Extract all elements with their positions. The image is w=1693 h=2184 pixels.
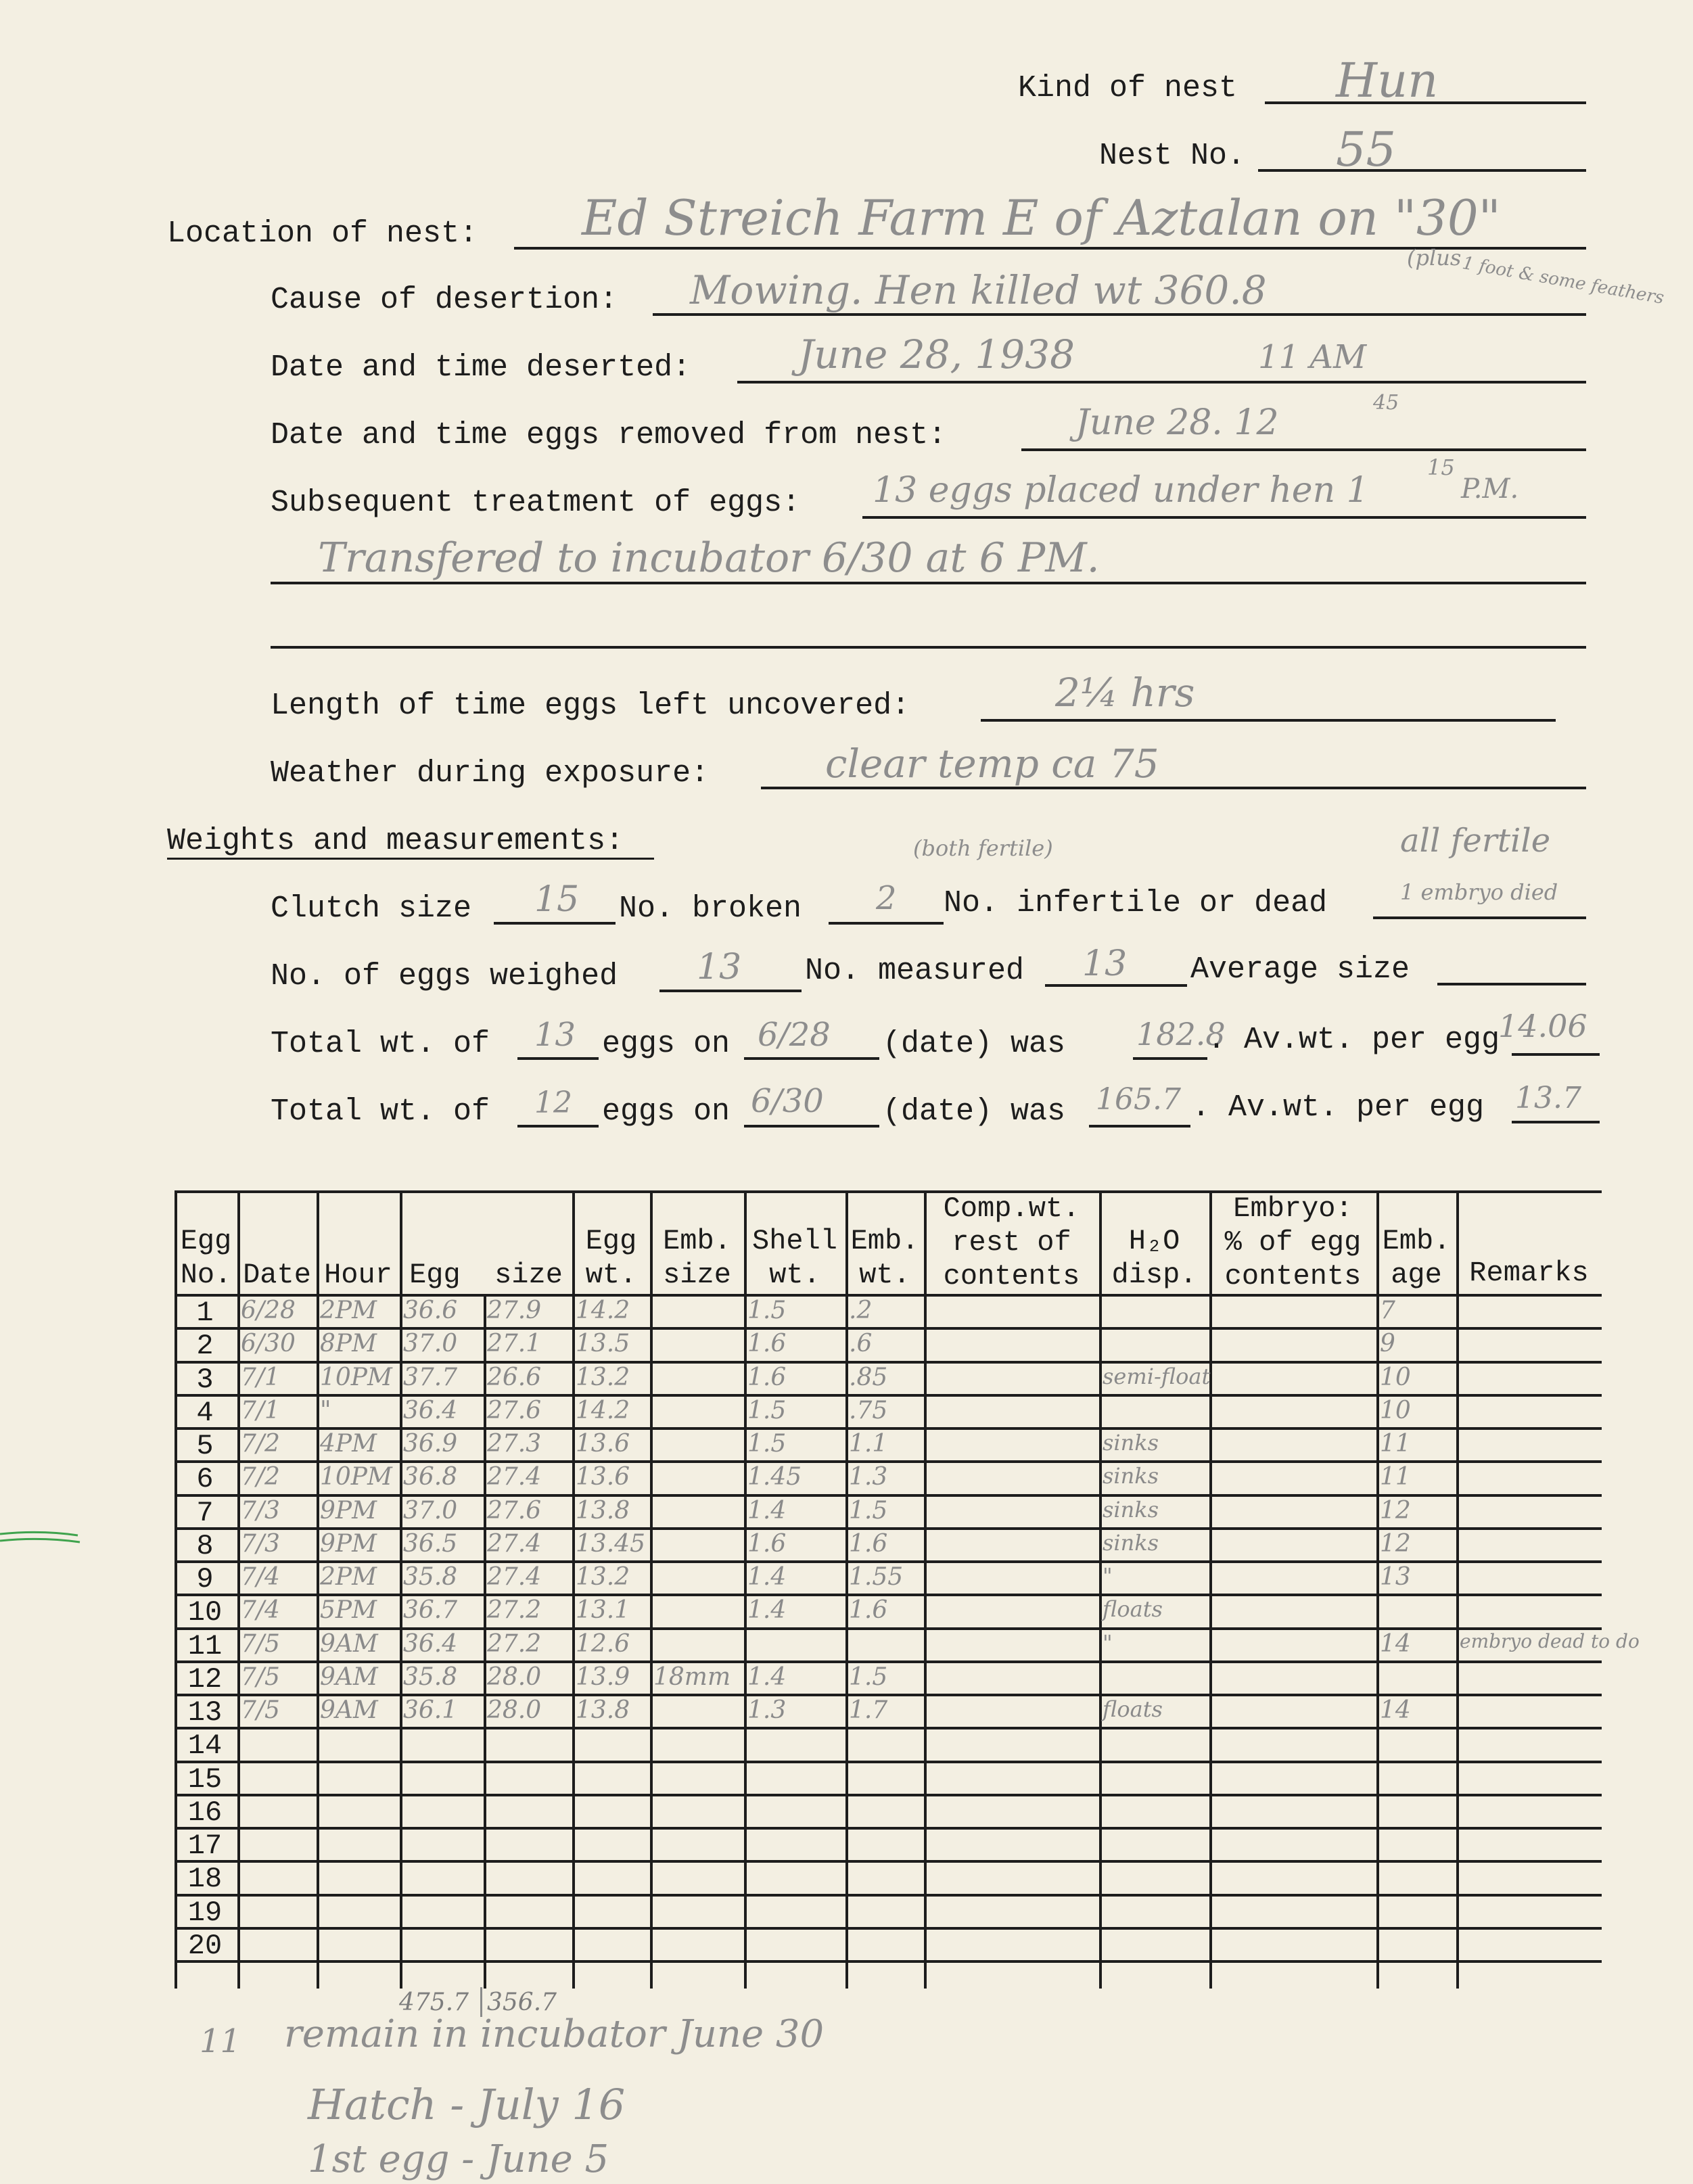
- cell-date[interactable]: 7/2: [241, 1430, 280, 1458]
- row-number: 10: [187, 1596, 223, 1629]
- cell-date[interactable]: 7/4: [241, 1596, 280, 1625]
- cell-date[interactable]: 7/3: [241, 1529, 280, 1558]
- date-deserted-line: [737, 381, 1586, 384]
- cell-hour[interactable]: 9PM: [320, 1529, 377, 1558]
- cell-wid[interactable]: 27.4: [487, 1529, 542, 1558]
- row-number: 12: [187, 1663, 223, 1696]
- cell-wt[interactable]: 13.9: [576, 1663, 630, 1691]
- cell-wt[interactable]: 13.8: [576, 1496, 630, 1525]
- cell-wid[interactable]: 27.2: [487, 1629, 542, 1658]
- table-row-rule: [175, 1960, 1602, 1963]
- cell-len[interactable]: 36.1: [403, 1696, 458, 1724]
- table-vrule: [572, 1190, 575, 1989]
- header-hour: Hour: [324, 1259, 392, 1291]
- total1-avg-label: . Av.wt. per egg: [1207, 1023, 1500, 1057]
- cell-len[interactable]: 37.0: [403, 1330, 458, 1358]
- cell-len[interactable]: 36.9: [403, 1430, 458, 1458]
- cell-emb-size[interactable]: 18mm: [653, 1663, 731, 1691]
- table-row-rule: [175, 1827, 1602, 1830]
- total2-avg-line: [1512, 1121, 1600, 1123]
- total1-date-was: (date) was: [883, 1027, 1066, 1061]
- cell-wt[interactable]: 12.6: [576, 1629, 630, 1658]
- cell-wid[interactable]: 27.6: [487, 1396, 542, 1424]
- row-number: 13: [187, 1696, 223, 1729]
- cause-note-side: 1 foot & some feathers: [1460, 253, 1666, 308]
- date-deserted-value[interactable]: June 28, 1938: [798, 331, 1075, 377]
- treatment-sup: 15: [1427, 455, 1455, 480]
- note-line1-number: 11: [200, 2022, 241, 2060]
- treatment-line-1: [862, 516, 1586, 519]
- cell-shell[interactable]: 1.6: [747, 1529, 787, 1558]
- cell-wid[interactable]: 27.9: [487, 1297, 542, 1324]
- header-remarks: Remarks: [1469, 1257, 1589, 1289]
- date-removed-value[interactable]: June 28. 12: [1075, 402, 1279, 443]
- kind-of-nest-label: Kind of nest: [1018, 71, 1238, 106]
- cell-wt[interactable]: 13.6: [576, 1430, 630, 1458]
- total2-avg-label: . Av.wt. per egg: [1192, 1090, 1485, 1125]
- table-row-rule: [175, 1860, 1602, 1863]
- cause-label: Cause of desertion:: [271, 283, 618, 317]
- cell-len[interactable]: 35.8: [403, 1563, 458, 1591]
- cell-wid[interactable]: 27.3: [487, 1430, 542, 1458]
- clutch-label: Clutch size: [271, 891, 472, 926]
- total2-avg[interactable]: 13.7: [1515, 1081, 1581, 1115]
- total1-wt-line: [1133, 1057, 1207, 1060]
- cell-hour[interactable]: 2PM: [320, 1563, 377, 1591]
- table-row-rule: [175, 1927, 1602, 1930]
- row-number: 20: [187, 1929, 223, 1962]
- cell-date[interactable]: 6/28: [241, 1297, 296, 1324]
- weights-heading-underline: [167, 858, 654, 860]
- row-number: 5: [196, 1430, 214, 1462]
- total2-count-line: [517, 1125, 599, 1128]
- cell-age[interactable]: 7: [1380, 1297, 1395, 1324]
- total2-date-line: [744, 1125, 879, 1128]
- clutch-value[interactable]: 15: [534, 879, 580, 920]
- header-comp-wt: Comp.wt. rest of contents: [943, 1192, 1080, 1293]
- cell-wid[interactable]: 28.0: [487, 1696, 542, 1724]
- broken-line: [829, 922, 944, 925]
- cell-wt[interactable]: 13.8: [576, 1696, 630, 1724]
- treatment-label: Subsequent treatment of eggs:: [271, 486, 801, 520]
- row-number: 11: [187, 1629, 223, 1663]
- cell-emb-wt[interactable]: 1.5: [849, 1496, 888, 1525]
- cell-wt[interactable]: 14.2: [576, 1297, 630, 1324]
- cell-emb-wt[interactable]: 1.1: [849, 1430, 888, 1458]
- cell-age[interactable]: 10: [1380, 1363, 1411, 1391]
- cell-shell[interactable]: 1.5: [747, 1430, 787, 1458]
- cell-emb-wt[interactable]: 1.5: [849, 1663, 888, 1691]
- cell-wt[interactable]: 14.2: [576, 1396, 630, 1424]
- total2-count[interactable]: 12: [534, 1086, 572, 1120]
- cell-len[interactable]: 36.7: [403, 1596, 458, 1625]
- cell-emb-wt[interactable]: .75: [849, 1396, 888, 1424]
- cell-len[interactable]: 36.8: [403, 1463, 458, 1491]
- cell-hour[interactable]: 4PM: [320, 1430, 377, 1458]
- broken-value[interactable]: 2: [876, 879, 897, 917]
- cell-date[interactable]: 7/2: [241, 1463, 280, 1491]
- cell-date[interactable]: 7/5: [241, 1629, 280, 1658]
- nest-no-label: Nest No.: [1099, 139, 1246, 173]
- cell-h2o[interactable]: floats: [1103, 1696, 1163, 1722]
- row-number: 16: [187, 1796, 223, 1829]
- header-egg-size: Egg size: [409, 1259, 563, 1291]
- total2-wt[interactable]: 165.7: [1096, 1082, 1181, 1117]
- note-line2: Hatch - July 16: [308, 2080, 626, 2129]
- cell-shell[interactable]: 1.6: [747, 1330, 787, 1358]
- kind-of-nest-value[interactable]: Hun: [1336, 53, 1439, 108]
- cause-line: [653, 313, 1586, 316]
- cell-age[interactable]: 9: [1380, 1330, 1395, 1358]
- cell-date[interactable]: 6/30: [241, 1330, 296, 1358]
- location-label: Location of nest:: [167, 216, 478, 251]
- date-removed-sup: 45: [1373, 391, 1399, 415]
- header-date: Date: [243, 1259, 311, 1291]
- cell-shell[interactable]: 1.45: [747, 1463, 802, 1491]
- cell-emb-wt[interactable]: 1.55: [849, 1563, 904, 1591]
- cell-wid[interactable]: 27.4: [487, 1563, 542, 1591]
- cell-len[interactable]: 36.5: [403, 1529, 458, 1558]
- cell-hour[interactable]: 10PM: [320, 1363, 392, 1391]
- table-vrule: [1209, 1190, 1212, 1989]
- cell-shell[interactable]: 1.6: [747, 1363, 787, 1391]
- note-line1: remain in incubator June 30: [284, 2012, 825, 2056]
- cell-hour[interactable]: 9AM: [320, 1696, 378, 1724]
- measured-label: No. measured: [805, 954, 1025, 988]
- table-row-rule: [175, 1727, 1602, 1729]
- egg-data-table: [175, 1190, 1640, 1989]
- row-number: 1: [196, 1297, 214, 1329]
- cell-emb-wt[interactable]: .85: [849, 1363, 888, 1391]
- cell-shell[interactable]: 1.5: [747, 1297, 787, 1324]
- location-value[interactable]: Ed Streich Farm E of Aztalan on "30": [582, 189, 1501, 246]
- uncovered-label: Length of time eggs left uncovered:: [271, 689, 910, 723]
- cell-shell[interactable]: 1.4: [747, 1596, 787, 1625]
- cell-len[interactable]: 37.7: [403, 1363, 458, 1391]
- cell-h2o[interactable]: ": [1103, 1563, 1113, 1589]
- infertile-value[interactable]: 1 embryo died: [1400, 879, 1558, 905]
- cell-wt[interactable]: 13.2: [576, 1363, 630, 1391]
- cell-wt[interactable]: 13.6: [576, 1463, 630, 1491]
- table-vrule: [845, 1190, 848, 1989]
- infertile-note: all fertile: [1400, 822, 1551, 860]
- table-top-rule: [175, 1190, 1602, 1193]
- cell-h2o[interactable]: floats: [1103, 1596, 1163, 1623]
- green-margin-mark: [0, 1529, 81, 1546]
- total1-avg[interactable]: 14.06: [1498, 1008, 1587, 1044]
- cell-date[interactable]: 7/5: [241, 1696, 280, 1724]
- total1-date-line: [744, 1057, 879, 1060]
- cell-wt[interactable]: 13.1: [576, 1596, 630, 1625]
- row-number: 19: [187, 1896, 223, 1929]
- cell-date[interactable]: 7/5: [241, 1663, 280, 1691]
- cell-hour[interactable]: 2PM: [320, 1297, 377, 1324]
- cell-hour[interactable]: 5PM: [320, 1596, 377, 1625]
- table-vrule: [237, 1190, 240, 1989]
- row-number: 6: [196, 1463, 214, 1496]
- cell-wid[interactable]: 27.1: [487, 1330, 542, 1358]
- cell-age[interactable]: 10: [1380, 1396, 1411, 1424]
- nest-no-value[interactable]: 55: [1336, 122, 1397, 177]
- row-number: 14: [187, 1729, 223, 1763]
- cell-emb-wt[interactable]: .2: [849, 1297, 873, 1324]
- cell-wid[interactable]: 27.6: [487, 1496, 542, 1525]
- cell-emb-wt[interactable]: 1.7: [849, 1696, 888, 1724]
- cell-shell[interactable]: 1.5: [747, 1396, 787, 1424]
- cell-hour[interactable]: 10PM: [320, 1463, 392, 1491]
- row-number: 4: [196, 1396, 214, 1429]
- header-embryo-pct: Embryo: % of egg contents: [1224, 1192, 1362, 1293]
- table-vrule: [484, 1294, 486, 1989]
- treatment-value-end: P.M.: [1461, 473, 1519, 505]
- cell-date[interactable]: 7/1: [241, 1396, 280, 1424]
- table-vrule: [1099, 1190, 1102, 1989]
- time-deserted-value[interactable]: 11 AM: [1258, 338, 1367, 376]
- cell-age[interactable]: 12: [1380, 1496, 1411, 1525]
- cell-date[interactable]: 7/3: [241, 1496, 280, 1525]
- broken-label: No. broken: [619, 891, 802, 926]
- table-row-rule: [175, 1794, 1602, 1796]
- row-number: 3: [196, 1363, 214, 1396]
- treatment-value[interactable]: 13 eggs placed under hen 1: [873, 470, 1369, 511]
- date-removed-line: [1021, 448, 1586, 451]
- table-vrule: [924, 1190, 927, 1989]
- cell-age[interactable]: 11: [1380, 1430, 1411, 1458]
- header-shell-wt: Shell wt.: [751, 1225, 838, 1291]
- row-number: 8: [196, 1529, 214, 1562]
- weighed-value[interactable]: 13: [697, 947, 742, 988]
- uncovered-value[interactable]: 2¼ hrs: [1055, 670, 1195, 716]
- cell-h2o[interactable]: ": [1103, 1629, 1113, 1656]
- clutch-line: [494, 922, 616, 925]
- cell-hour[interactable]: 9PM: [320, 1496, 377, 1525]
- table-vrule: [650, 1190, 653, 1989]
- cell-shell[interactable]: 1.4: [747, 1663, 787, 1691]
- cell-rem[interactable]: embryo dead to do: [1460, 1629, 1640, 1652]
- cell-wid[interactable]: 26.6: [487, 1363, 542, 1391]
- note-line3: 1st egg - June 5: [308, 2137, 609, 2181]
- cell-age[interactable]: 12: [1380, 1529, 1411, 1558]
- total2-prefix: Total wt. of: [271, 1094, 490, 1129]
- total1-count[interactable]: 13: [534, 1016, 576, 1054]
- total2-date-was: (date) was: [883, 1094, 1066, 1129]
- table-vrule: [1376, 1190, 1379, 1989]
- weather-value[interactable]: clear temp ca 75: [825, 741, 1159, 787]
- table-row-rule: [175, 1594, 1602, 1596]
- header-egg-wt: Egg wt.: [585, 1225, 637, 1291]
- cell-emb-wt[interactable]: .6: [849, 1330, 873, 1358]
- total1-date[interactable]: 6/28: [758, 1016, 831, 1054]
- infertile-label: No. infertile or dead: [944, 886, 1328, 921]
- cell-shell[interactable]: 1.4: [747, 1496, 787, 1525]
- sum-egg-width: 356.7: [487, 1989, 557, 2016]
- header-h2o-disp: H₂O disp.: [1111, 1225, 1197, 1291]
- cause-note-above: (plus: [1407, 245, 1462, 271]
- cell-h2o[interactable]: sinks: [1103, 1496, 1159, 1523]
- avg-size-label: Average size: [1190, 952, 1410, 987]
- cell-wt[interactable]: 13.5: [576, 1330, 630, 1358]
- header-emb-age: Emb. age: [1382, 1225, 1451, 1291]
- cell-age[interactable]: 13: [1380, 1563, 1411, 1591]
- cause-value[interactable]: Mowing. Hen killed wt 360.8: [690, 267, 1267, 313]
- row-number: 7: [196, 1496, 214, 1529]
- header-emb-size: Emb. size: [663, 1225, 731, 1291]
- date-removed-label: Date and time eggs removed from nest:: [271, 418, 947, 452]
- cell-h2o[interactable]: semi-float: [1103, 1363, 1211, 1389]
- treatment-line-2: [271, 582, 1586, 584]
- cell-h2o[interactable]: sinks: [1103, 1529, 1159, 1556]
- total1-wt[interactable]: 182.8: [1136, 1016, 1226, 1052]
- weather-line: [761, 787, 1586, 789]
- cell-emb-wt[interactable]: 1.6: [849, 1596, 888, 1625]
- total2-date[interactable]: 6/30: [751, 1082, 824, 1120]
- cell-hour[interactable]: 9AM: [320, 1629, 378, 1658]
- weights-heading: Weights and measurements:: [167, 824, 624, 858]
- cell-len[interactable]: 35.8: [403, 1663, 458, 1691]
- total1-eggs-on: eggs on: [602, 1027, 730, 1061]
- cell-hour[interactable]: 9AM: [320, 1663, 378, 1691]
- weighed-label: No. of eggs weighed: [271, 959, 618, 994]
- cell-date[interactable]: 7/1: [241, 1363, 280, 1391]
- table-row-rule: [175, 1761, 1602, 1763]
- nest-no-line: [1258, 169, 1586, 172]
- cell-len[interactable]: 36.6: [403, 1297, 458, 1324]
- total1-prefix: Total wt. of: [271, 1027, 490, 1061]
- cell-len[interactable]: 37.0: [403, 1496, 458, 1525]
- row-number: 9: [196, 1563, 214, 1596]
- header-egg-no: Egg No.: [180, 1225, 232, 1291]
- avg-size-line: [1437, 983, 1586, 985]
- table-vrule: [317, 1190, 319, 1989]
- cell-emb-wt[interactable]: 1.3: [849, 1463, 888, 1491]
- measured-line: [1045, 984, 1187, 987]
- row-number: 15: [187, 1763, 223, 1796]
- cell-shell[interactable]: 1.3: [747, 1696, 787, 1724]
- date-deserted-label: Date and time deserted:: [271, 350, 691, 385]
- uncovered-line: [981, 719, 1556, 722]
- row-number: 18: [187, 1863, 223, 1896]
- table-vrule: [400, 1190, 402, 1989]
- cell-shell[interactable]: 1.4: [747, 1563, 787, 1591]
- measured-value[interactable]: 13: [1082, 944, 1128, 984]
- cell-hour[interactable]: ": [320, 1396, 331, 1424]
- cell-hour[interactable]: 8PM: [320, 1330, 377, 1358]
- cell-age[interactable]: 11: [1380, 1463, 1411, 1491]
- cell-len[interactable]: 36.4: [403, 1629, 458, 1658]
- total2-wt-line: [1089, 1125, 1190, 1128]
- total2-eggs-on: eggs on: [602, 1094, 730, 1129]
- cell-wid[interactable]: 27.2: [487, 1596, 542, 1625]
- cell-wt[interactable]: 13.2: [576, 1563, 630, 1591]
- infertile-line: [1373, 916, 1586, 919]
- table-row-rule: [175, 1894, 1602, 1897]
- cell-age[interactable]: 14: [1380, 1696, 1411, 1724]
- cell-h2o[interactable]: sinks: [1103, 1463, 1159, 1489]
- cell-date[interactable]: 7/4: [241, 1563, 280, 1591]
- total1-avg-line: [1512, 1053, 1600, 1056]
- cell-wid[interactable]: 27.4: [487, 1463, 542, 1491]
- cell-wid[interactable]: 28.0: [487, 1663, 542, 1691]
- table-vrule: [1456, 1190, 1459, 1989]
- cell-age[interactable]: 14: [1380, 1629, 1411, 1658]
- header-emb-wt: Emb. wt.: [850, 1225, 919, 1291]
- cell-h2o[interactable]: sinks: [1103, 1430, 1159, 1456]
- cell-wt[interactable]: 13.45: [576, 1529, 646, 1558]
- cell-emb-wt[interactable]: 1.6: [849, 1529, 888, 1558]
- sum-egg-length: 475.7: [399, 1989, 469, 2016]
- row-number: 17: [187, 1830, 223, 1862]
- cell-len[interactable]: 36.4: [403, 1396, 458, 1424]
- weighed-line: [659, 990, 802, 992]
- table-row-rule: [175, 1660, 1602, 1663]
- treatment-line2-value[interactable]: Transfered to incubator 6/30 at 6 PM.: [318, 534, 1100, 582]
- broken-note: (both fertile): [913, 835, 1053, 861]
- treatment-line-3: [271, 646, 1586, 649]
- row-number: 2: [196, 1330, 214, 1363]
- weather-label: Weather during exposure:: [271, 756, 710, 791]
- table-vrule: [744, 1190, 747, 1989]
- total1-count-line: [517, 1057, 599, 1060]
